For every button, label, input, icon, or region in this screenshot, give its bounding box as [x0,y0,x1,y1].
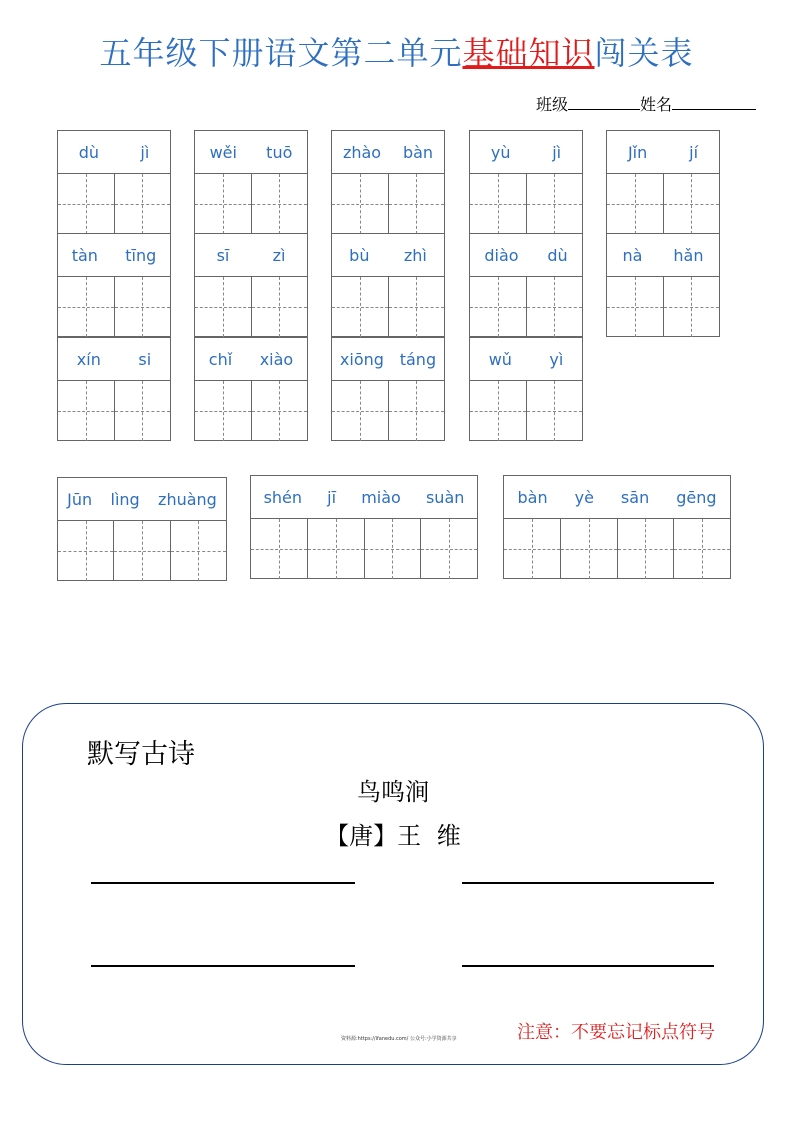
writing-cell[interactable] [365,519,422,579]
poem-title: 鸟鸣涧 [357,778,429,806]
reminder-note: 注意：不要忘记标点符号 [517,1022,715,1043]
writing-cell[interactable] [115,381,171,441]
pinyin-syllable: si [138,349,152,369]
pinyin-row [332,234,444,277]
writing-cell[interactable] [252,174,308,234]
title-highlight: 基础知识 [462,34,595,72]
writing-cell[interactable] [195,174,252,234]
writing-cell[interactable] [252,381,308,441]
pinyin-syllable: zì [272,245,286,265]
writing-cell[interactable] [527,381,583,441]
pinyin-row [195,338,307,381]
pinyin-row [504,476,730,519]
class-blank[interactable] [568,95,640,110]
pinyin-row [470,234,582,277]
poem-section-label: 默写古诗 [87,739,195,770]
pinyin-syllable: wǔ [488,349,512,369]
writing-cell[interactable] [171,521,226,581]
writing-cell[interactable] [389,174,445,234]
pinyin-syllable: jí [689,142,699,162]
word-box [606,233,720,337]
answer-line[interactable] [91,882,355,884]
writing-cell[interactable] [504,519,561,579]
pinyin-syllable: wěi [209,142,237,162]
pinyin-syllable: dù [78,142,99,162]
writing-cell[interactable] [664,277,720,337]
pinyin-syllable: yù [490,142,511,162]
writing-cell[interactable] [607,174,664,234]
writing-cell[interactable] [58,277,115,337]
pinyin-syllable: sī [216,245,230,265]
writing-cell[interactable] [252,277,308,337]
page-title [0,28,793,74]
writing-cell[interactable] [58,174,115,234]
pinyin-syllable: xín [76,349,101,369]
pinyin-syllable: gēng [676,487,717,507]
idiom-box [503,475,731,579]
word-box [194,233,308,337]
pinyin-row [332,131,444,174]
pinyin-row [58,478,226,521]
pinyin-syllable: xiōng [339,349,384,369]
source-watermark: 资料源:https://ifanedu.com/ 公众号:小学资源共享 [341,1036,457,1042]
writing-cell[interactable] [470,174,527,234]
name-label: 姓名 [640,95,673,114]
writing-cell[interactable] [114,521,170,581]
writing-cell[interactable] [527,174,583,234]
writing-cell[interactable] [421,519,477,579]
word-box [606,130,720,234]
writing-cell[interactable] [561,519,618,579]
pinyin-syllable: hǎn [673,245,704,265]
writing-cell[interactable] [195,381,252,441]
writing-cell[interactable] [527,277,583,337]
writing-cell[interactable] [674,519,730,579]
pinyin-row [195,131,307,174]
pinyin-row [58,338,170,381]
word-box [469,233,583,337]
word-box [57,233,171,337]
word-box [331,130,445,234]
pinyin-row [607,234,719,277]
pinyin-syllable: jì [552,142,562,162]
pinyin-syllable: diào [484,245,519,265]
pinyin-row [607,131,719,174]
name-blank[interactable] [672,95,756,110]
pinyin-syllable: nà [622,245,643,265]
pinyin-syllable: zhào [342,142,382,162]
word-box [331,233,445,337]
poem-author: 【唐】王 维 [325,822,461,850]
pinyin-row [251,476,477,519]
word-box [57,130,171,234]
pinyin-syllable: yè [574,487,594,507]
pinyin-syllable: suàn [425,487,465,507]
writing-cell[interactable] [195,277,252,337]
pinyin-syllable: shén [263,487,303,507]
pinyin-syllable: Jūn [67,489,93,509]
idiom-box [57,477,227,581]
writing-cell[interactable] [470,381,527,441]
writing-cell[interactable] [607,277,664,337]
idiom-box [250,475,478,579]
word-box [194,337,308,441]
class-label: 班级 [536,95,569,114]
pinyin-syllable: tàn [71,245,98,265]
pinyin-row [332,338,444,381]
word-box [469,130,583,234]
pinyin-syllable: táng [399,349,437,369]
pinyin-row [58,131,170,174]
writing-cell[interactable] [470,277,527,337]
writing-cell[interactable] [664,174,720,234]
writing-cell[interactable] [251,519,308,579]
pinyin-row [58,234,170,277]
answer-line[interactable] [91,965,355,967]
pinyin-syllable: jì [140,142,150,162]
answer-line[interactable] [462,882,714,884]
pinyin-syllable: dù [547,245,568,265]
word-box [194,130,308,234]
name-bar [536,92,756,115]
writing-cell[interactable] [389,277,445,337]
writing-cell[interactable] [389,381,445,441]
pinyin-syllable: bù [349,245,370,265]
writing-cell[interactable] [332,174,389,234]
writing-cell[interactable] [618,519,675,579]
pinyin-syllable: tīng [125,245,157,265]
writing-cell[interactable] [332,277,389,337]
title-suffix: 闯关表 [594,34,694,72]
pinyin-syllable: bàn [517,487,548,507]
writing-cell[interactable] [115,277,171,337]
title-main: 五年级下册语文第二单元 [99,34,463,72]
pinyin-syllable: tuō [266,142,293,162]
pinyin-row [470,131,582,174]
word-box [469,337,583,441]
pinyin-syllable: bàn [402,142,434,162]
writing-cell[interactable] [308,519,365,579]
pinyin-syllable: zhì [403,245,427,265]
pinyin-syllable: chǐ [208,349,233,369]
pinyin-syllable: miào [361,487,401,507]
writing-cell[interactable] [58,381,115,441]
pinyin-syllable: lìng [110,489,140,509]
pinyin-syllable: xiào [259,349,294,369]
pinyin-syllable: jī [327,487,337,507]
writing-cell[interactable] [332,381,389,441]
word-box [57,337,171,441]
word-box [331,337,445,441]
pinyin-syllable: zhuàng [158,489,217,509]
pinyin-syllable: yì [549,349,564,369]
pinyin-row [195,234,307,277]
answer-line[interactable] [462,965,714,967]
pinyin-syllable: Jǐn [627,142,648,162]
pinyin-syllable: sān [620,487,650,507]
pinyin-row [470,338,582,381]
poem-box [22,703,764,1065]
writing-cell[interactable] [115,174,171,234]
writing-cell[interactable] [58,521,114,581]
